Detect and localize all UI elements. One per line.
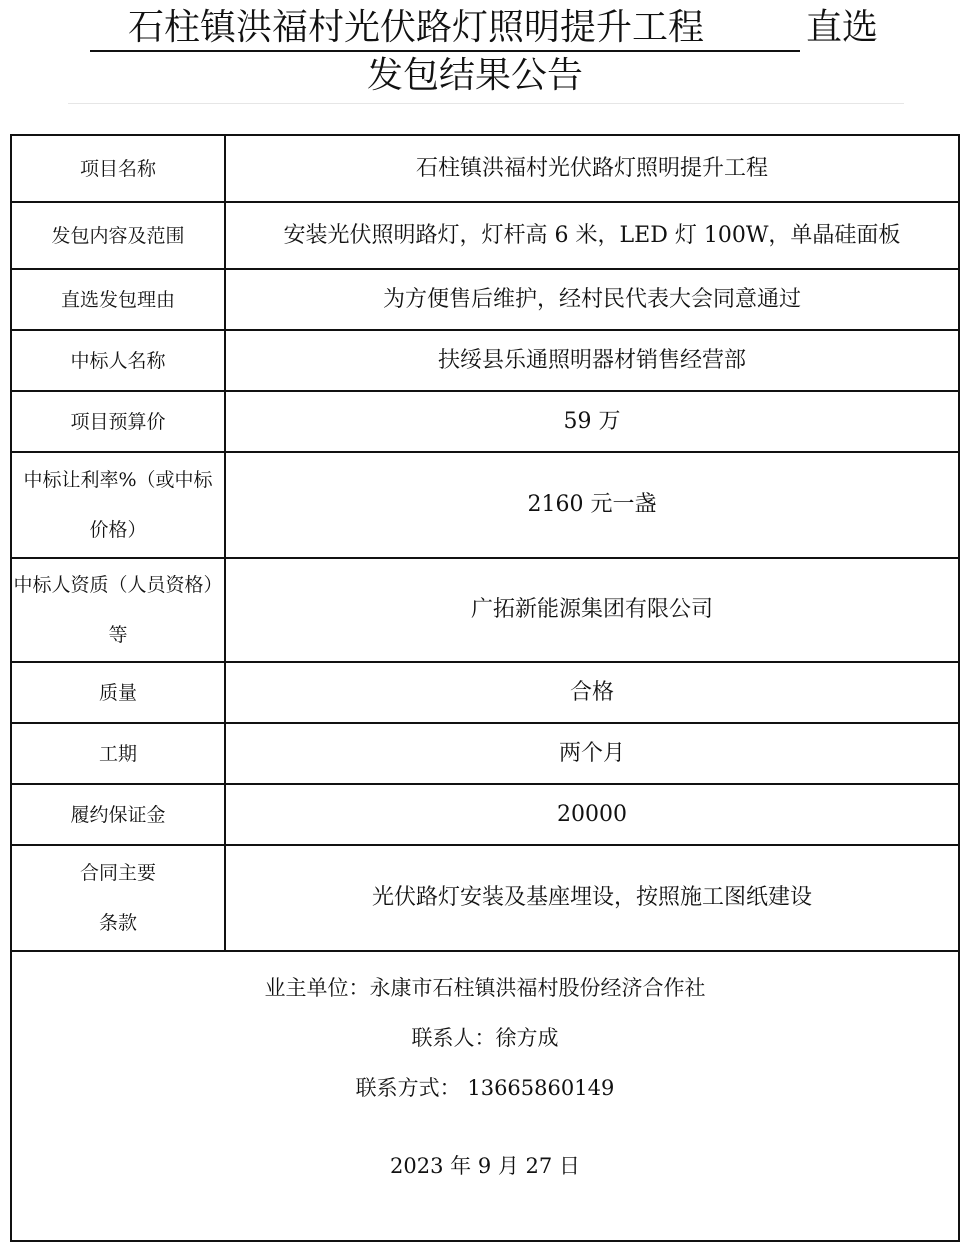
row-value: 石柱镇洪福村光伏路灯照明提升工程: [225, 136, 958, 202]
announcement-title: [0, 0, 970, 110]
row-label: 直选发包理由: [12, 269, 225, 330]
result-sheet: [10, 134, 960, 1242]
row-value: 扶绥县乐通照明器材销售经营部: [225, 330, 958, 391]
row-value: 广拓新能源集团有限公司: [225, 558, 958, 662]
table-row: [12, 662, 958, 723]
row-label: 项目预算价: [12, 391, 225, 452]
table-row: [12, 330, 958, 391]
row-label: 中标人资质（人员资格） 等: [12, 558, 225, 662]
contact-person: 联系人：徐方成: [411, 1026, 559, 1050]
row-label: 合同主要 条款: [12, 845, 225, 951]
table-row: [12, 845, 958, 951]
row-label: 项目名称: [12, 136, 225, 202]
row-label: 发包内容及范围: [12, 202, 225, 269]
project-title-underlined: 石柱镇洪福村光伏路灯照明提升工程: [90, 6, 800, 52]
table-row: [12, 202, 958, 269]
row-value: 20000: [225, 784, 958, 845]
row-value: 两个月: [225, 723, 958, 784]
title-line-1: [90, 6, 890, 50]
title-tail: 直选: [806, 7, 879, 48]
announcement-date: 2023 年 9 月 27 日: [390, 1154, 580, 1178]
table-row: [12, 269, 958, 330]
row-value: 2160 元一盏: [225, 452, 958, 558]
table-row: [12, 723, 958, 784]
row-label: 质量: [12, 662, 225, 723]
table-row: [12, 452, 958, 558]
title-divider: [68, 103, 904, 104]
row-label: 履约保证金: [12, 784, 225, 845]
table-row: [12, 558, 958, 662]
row-label: 中标人名称: [12, 330, 225, 391]
row-value: 安装光伏照明路灯，灯杆高 6 米，LED 灯 100W，单晶硅面板: [225, 202, 958, 269]
contact-phone: 联系方式： 13665860149: [355, 1076, 615, 1100]
row-value: 59 万: [225, 391, 958, 452]
table-row: [12, 136, 958, 202]
row-label: 工期: [12, 723, 225, 784]
title-line-2: 发包结果公告: [366, 55, 583, 96]
result-table: [12, 136, 958, 952]
owner-unit: 业主单位：永康市石柱镇洪福村股份经济合作社: [264, 976, 706, 1000]
table-row: [12, 391, 958, 452]
row-value: 合格: [225, 662, 958, 723]
row-value: 光伏路灯安装及基座埋设，按照施工图纸建设: [225, 845, 958, 951]
row-value: 为方便售后维护，经村民代表大会同意通过: [225, 269, 958, 330]
table-row: [12, 784, 958, 845]
row-label: 中标让利率%（或中标 价格）: [12, 452, 225, 558]
